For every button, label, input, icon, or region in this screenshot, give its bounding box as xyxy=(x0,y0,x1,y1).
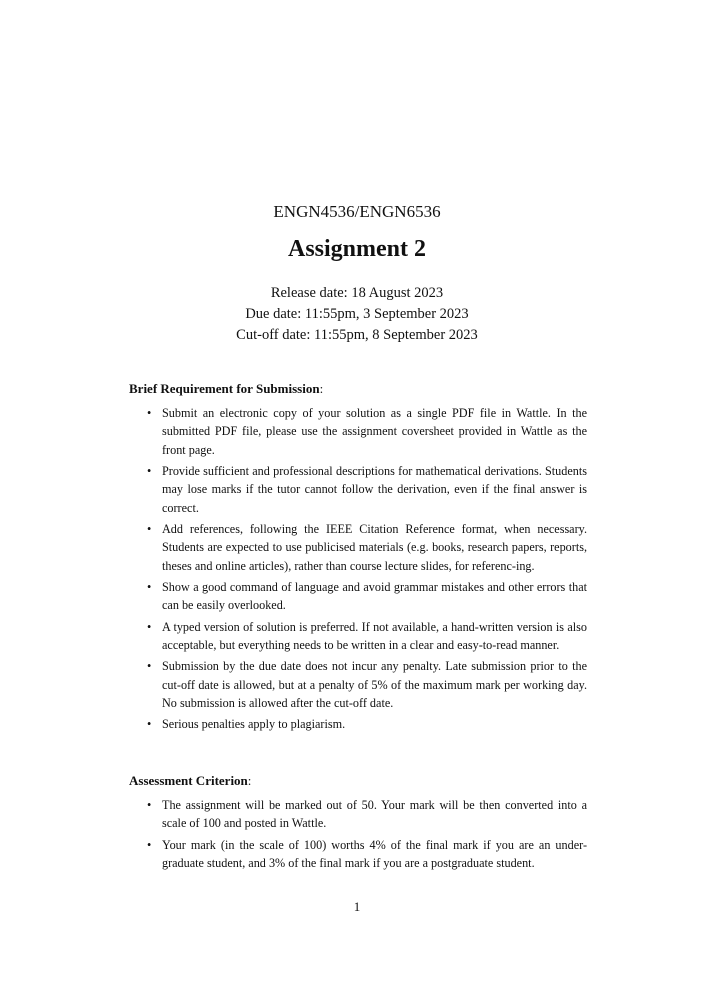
list-item-text: Your mark (in the scale of 100) worths 4% of the final mark if you are an under-graduate student, and 3% of the final mark if you are a postgraduate student. xyxy=(162,837,587,871)
bullet-icon: • xyxy=(147,798,152,812)
bullet-icon: • xyxy=(147,406,152,420)
list-item-text: Submission by the due date does not incur any penalty. Late submission prior to the cut-off date is allowed, but at a penalty of 5% of the maximum mark per working day. No submission is allowed after the cut-off date. xyxy=(162,659,587,711)
list-item-text: Show a good command of language and avoid grammar mistakes and other errors that can be easily overlooked. xyxy=(162,580,587,613)
due-date: Due date: 11:55pm, 3 September 2023 xyxy=(245,306,469,322)
list-item-text: Provide sufficient and professional descriptions for mathematical derivations. Students may lose marks if the tutor cannot follow the derivation, even if the final answer is correct. xyxy=(162,464,587,515)
list-item-text: Serious penalties apply to plagiarism. xyxy=(162,717,346,732)
bullet-icon: • xyxy=(147,837,152,852)
release-date: Release date: 18 August 2023 xyxy=(270,285,444,301)
submission-heading xyxy=(129,380,323,398)
cutoff-date: Cut-off date: 11:55pm, 8 September 2023 xyxy=(236,327,478,343)
date-block xyxy=(0,283,714,346)
submission-list xyxy=(147,404,587,736)
assessment-heading xyxy=(129,772,251,790)
list-item-text: A typed version of solution is preferred. If not available, a hand-written version is also acceptable, but everything needs to be written in a clear and easy-to-read manner. xyxy=(162,619,587,653)
assessment-heading-colon: : xyxy=(247,773,252,788)
list-item xyxy=(147,657,587,712)
bullet-icon: • xyxy=(147,580,152,595)
bullet-icon: • xyxy=(147,464,152,479)
bullet-icon: • xyxy=(147,659,152,674)
course-code: ENGN4536/ENGN6536 xyxy=(273,202,441,221)
list-item-text: The assignment will be marked out of 50. Your mark will be then converted into a scale of 100 and posted in Wattle. xyxy=(162,798,587,831)
list-item xyxy=(147,836,587,873)
list-item xyxy=(147,404,587,459)
submission-heading-colon: : xyxy=(319,381,324,396)
assessment-heading-text: Assessment Criterion xyxy=(129,773,248,788)
list-item xyxy=(147,618,587,655)
page-title: Assignment 2 xyxy=(287,236,426,262)
page-number: 1 xyxy=(353,899,361,914)
list-item xyxy=(147,578,587,615)
bullet-icon: • xyxy=(147,619,152,634)
bullet-icon: • xyxy=(147,717,152,732)
list-item-text: Add references, following the IEEE Citation Reference format, when necessary. Students are expected to use publicised materials (e.g. books, research papers, reports, theses and online articles), rather than course lecture slides, for referenc-ing. xyxy=(162,522,587,573)
submission-heading-text: Brief Requirement for Submission xyxy=(129,381,320,396)
list-item xyxy=(147,796,587,833)
assessment-list xyxy=(147,796,587,875)
list-item xyxy=(147,715,587,733)
list-item xyxy=(147,462,587,517)
bullet-icon: • xyxy=(147,522,152,537)
list-item xyxy=(147,520,587,575)
list-item-text: Submit an electronic copy of your solution as a single PDF file in Wattle. In the submitted PDF file, please use the assignment coversheet provided in Wattle as the front page. xyxy=(162,406,587,457)
